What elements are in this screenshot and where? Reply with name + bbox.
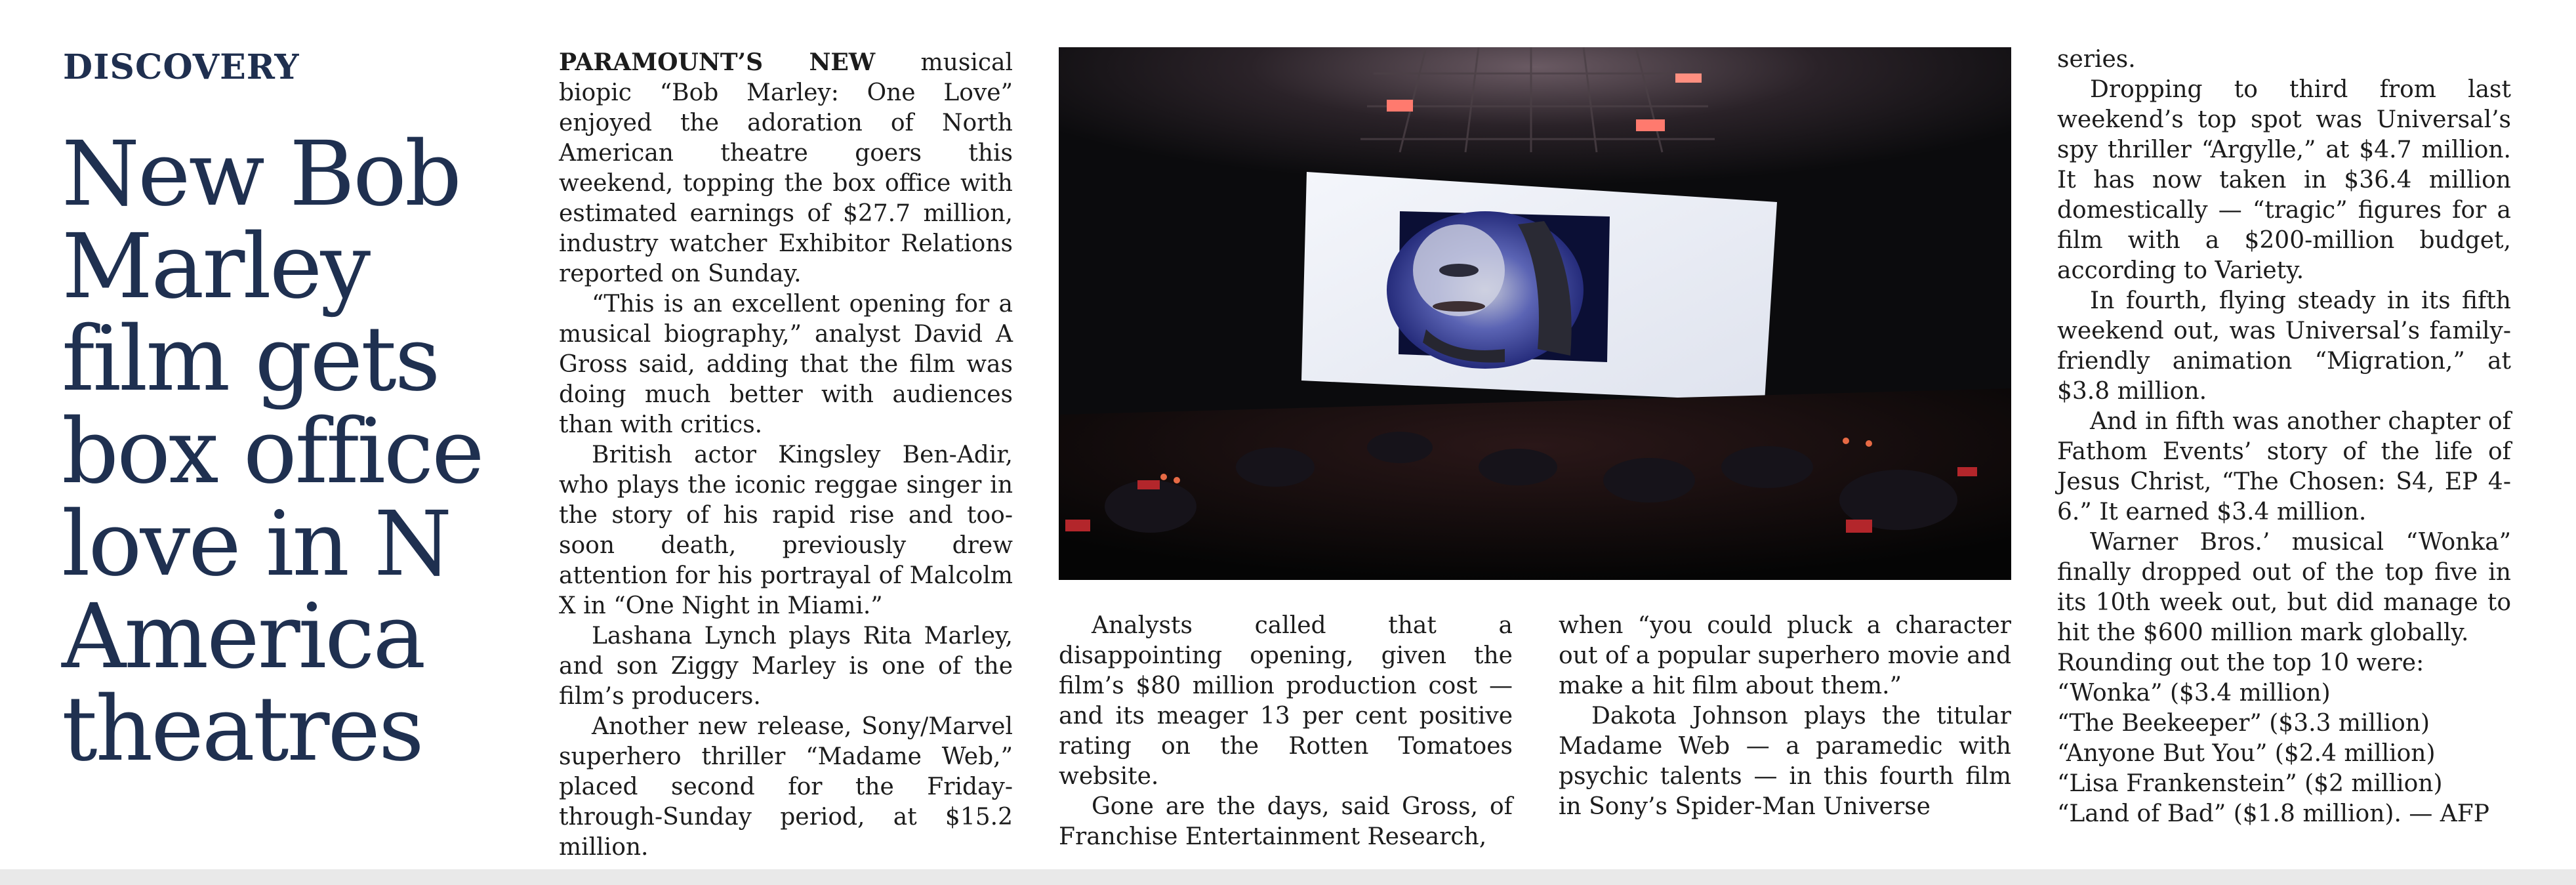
article-column-4 bbox=[2057, 45, 2511, 829]
article-paragraph bbox=[559, 47, 1013, 289]
page-bottom-band bbox=[0, 869, 2576, 885]
article-paragraph-text: musical biopic “Bob Marley: One Love” enjoyed the adoration of North American theatre goers this weekend, topping the box office with estimated earnings of $27.7 million, industry watcher Exhibitor Relations reported on Sunday. bbox=[559, 49, 1013, 287]
cinema-screen-photo bbox=[1059, 47, 2011, 580]
article-column-1 bbox=[559, 47, 1013, 863]
article-paragraph: series. bbox=[2057, 46, 2136, 73]
top10-list-item: “Lisa Frankenstein” ($2 million) bbox=[2057, 770, 2443, 797]
article-paragraph: “This is an excellent opening for a musical biography,” analyst David A Gross said, adding that the film was doing much better with audiences than with critics. bbox=[559, 291, 1013, 438]
article-paragraph: Analysts called that a disappointing opening, given the film’s $80 million production cost — and its meager 13 per cent positive rating on the Rotten Tomatoes website. bbox=[1059, 612, 1513, 790]
article-paragraph: Dropping to third from last weekend’s top spot was Universal’s spy thriller “Argylle,” at $4.7 million. It has now taken in $36.4 million domestically — “tragic” figures for a film with a $200-million budget, according to Variety. bbox=[2057, 76, 2511, 284]
top10-list-item: “The Beekeeper” ($3.3 million) bbox=[2057, 710, 2430, 737]
top10-list-item: “Land of Bad” ($1.8 million). — AFP bbox=[2057, 800, 2489, 827]
article-paragraph: And in fifth was another chapter of Fathom Events’ story of the life of Jesus Christ, “The Chosen: S4, EP 4-6.” It earned $3.4 million. bbox=[2057, 408, 2511, 525]
article-paragraph: British actor Kingsley Ben-Adir, who plays the iconic reggae singer in the story of his rapid rise and too-soon death, previously drew attention for his portrayal of Malcolm X in “One Night in Miami.” bbox=[559, 442, 1013, 619]
article-paragraph: In fourth, flying steady in its fifth weekend out, was Universal’s family-friendly animation “Migration,” at $3.8 million. bbox=[2057, 287, 2511, 405]
article-paragraph: Warner Bros.’ musical “Wonka” finally dropped out of the top five in its 10th week out, but did manage to hit the $600 million mark globally. bbox=[2057, 529, 2511, 646]
article-paragraph: Another new release, Sony/Marvel superhero thriller “Madame Web,” placed second for the Friday-through-Sunday period, at $15.2 million. bbox=[559, 713, 1013, 861]
top10-intro: Rounding out the top 10 were: bbox=[2057, 649, 2424, 676]
article-paragraph: Lashana Lynch plays Rita Marley, and son Ziggy Marley is one of the film’s producers. bbox=[559, 623, 1013, 710]
top10-list-item: “Anyone But You” ($2.4 million) bbox=[2057, 740, 2436, 767]
article-lead-in: PARAMOUNT’S NEW bbox=[559, 49, 876, 76]
cinema-photo-graphic bbox=[1059, 47, 2011, 580]
headline: New Bob Marley film gets box office love in N America theatres bbox=[62, 123, 483, 781]
article-column-3 bbox=[1559, 611, 2011, 822]
top10-list-item: “Wonka” ($3.4 million) bbox=[2057, 680, 2331, 707]
article-paragraph: Gone are the days, said Gross, of Franchise Entertainment Research, bbox=[1059, 793, 1513, 850]
article-paragraph: Dakota Johnson plays the titular Madame Web — a paramedic with psychic talents — in this fourth film in Sony’s Spider-Man Universe bbox=[1559, 703, 2011, 820]
article-column-2 bbox=[1059, 611, 1513, 852]
article-paragraph: when “you could pluck a character out of a popular superhero movie and make a hit film about them.” bbox=[1559, 612, 2011, 699]
section-label: DISCOVERY bbox=[63, 47, 300, 87]
